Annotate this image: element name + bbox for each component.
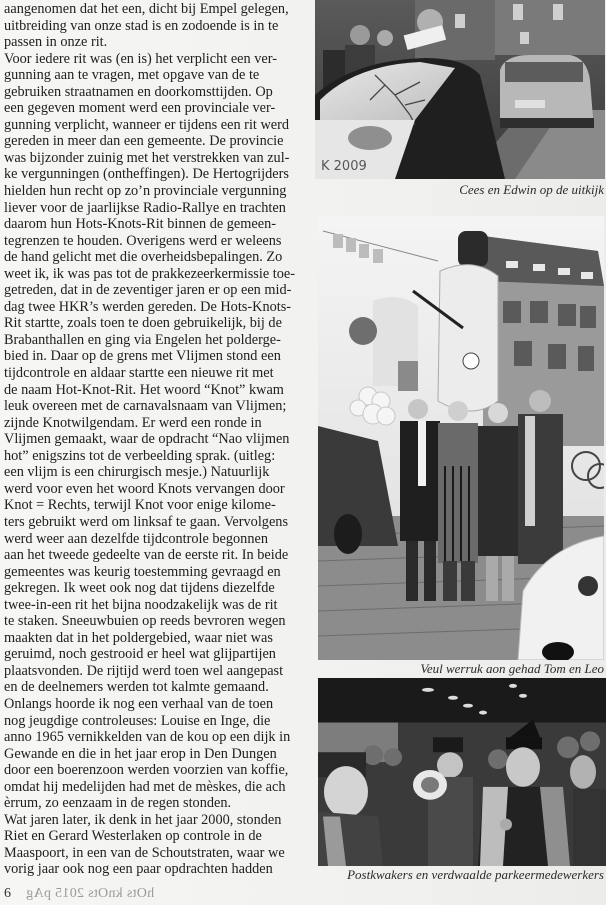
article-line-text: Onlangs hoorde ik nog een verhaal van de toen bbox=[4, 695, 274, 712]
article-line bbox=[4, 133, 308, 150]
article-line bbox=[4, 431, 308, 448]
article-line bbox=[4, 729, 308, 746]
article-line-text: ters gebruikt werd om linksaf te gaan. Vervolgens bbox=[4, 513, 289, 530]
article-line bbox=[4, 481, 308, 498]
article-line-text: hielden hun recht op zo’n provinciale vergunning bbox=[4, 183, 287, 200]
article-line bbox=[4, 564, 308, 581]
article-line bbox=[4, 249, 308, 266]
article-line-text: aan het tweede gedeelte van de eerste rit. In beide bbox=[4, 547, 289, 564]
article-line-text: gemeentes was keurig toestemming gevraagd en bbox=[4, 563, 281, 580]
article-line-text: de hand gelicht met die overheidsbepalingen. Zo bbox=[4, 249, 283, 266]
magazine-logo: hOts knOts 2015 pAg bbox=[26, 886, 155, 901]
article-line bbox=[4, 464, 308, 481]
article-line-text: Rit startte, zoals toen te doen gebruikelijk, bij de bbox=[4, 315, 282, 332]
article-line-text: gebruiken straatnamen en doorkomsttijden. Op bbox=[4, 83, 273, 100]
article-line bbox=[4, 812, 308, 829]
article-line bbox=[4, 762, 308, 779]
article-line bbox=[4, 630, 308, 647]
article-line bbox=[4, 746, 308, 763]
article-line-text: uitbreiding van onze stad is en zodoende is in te bbox=[4, 17, 279, 34]
article-line bbox=[4, 67, 308, 84]
article-line-text: dag twee HKR’s werden gereden. De Hots-Knots- bbox=[4, 298, 292, 315]
article-line bbox=[4, 348, 308, 365]
article-line-text: gereden in meer dan een gemeente. De provincie bbox=[4, 133, 284, 150]
photo-caption: Veul werruk aon gehad Tom en Leo bbox=[420, 661, 604, 676]
article-line-text: anno 1965 vernikkelden van de kou op een dijk in bbox=[4, 729, 291, 746]
article-line bbox=[4, 315, 308, 332]
article-line-text: vorig jaar ook nog een paar opdrachten hadden bbox=[4, 861, 273, 878]
article-line-text: werd voor even het woord Knots vervangen door bbox=[4, 480, 285, 497]
article-line bbox=[4, 100, 308, 117]
article-line-text: was bijzonder zuinig met het verstrekken van zul- bbox=[4, 149, 290, 166]
article-column bbox=[4, 1, 308, 878]
photo-float-group bbox=[318, 216, 604, 660]
page-number: 6 bbox=[4, 886, 11, 901]
article-line bbox=[4, 200, 308, 217]
photo-caption: Cees en Edwin op de uitkijk bbox=[459, 182, 604, 197]
article-line bbox=[4, 828, 308, 845]
article-line bbox=[4, 531, 308, 548]
article-line bbox=[4, 861, 308, 878]
article-line-text: gunning aan te vragen, met opgave van de te bbox=[4, 67, 260, 84]
article-line-text: èrrum, zo eenzaam in de regen stonden. bbox=[4, 795, 232, 812]
article-line bbox=[4, 613, 308, 630]
article-line-text: Maaspoort, in een van de Schoutstraten, waar we bbox=[4, 844, 285, 861]
article-line-text: nog jeugdige controleuses: Louise en Inge, die bbox=[4, 712, 271, 729]
photo-indoor-crowd bbox=[318, 678, 606, 866]
article-line bbox=[4, 696, 308, 713]
article-line-text: leuk overeen met de carnavalsnaam van Vlijmen; bbox=[4, 398, 287, 415]
article-line-text: twee-in-een rit het bijna noodzakelijk was de rit bbox=[4, 596, 278, 613]
article-line-text: liever voor de jaarlijkse Radio-Rallye en trachten bbox=[4, 199, 286, 216]
article-line-text: gekregen. Ik weet ook nog dat tijdens diezelfde bbox=[4, 580, 275, 597]
article-line bbox=[4, 282, 308, 299]
article-line-text: ke vergunningen (ontheffingen). De Hertogrijders bbox=[4, 166, 289, 183]
article-line bbox=[4, 34, 308, 51]
photo-caption: Postkwakers en verdwaalde parkeermedewerkers bbox=[347, 867, 604, 882]
article-line bbox=[4, 150, 308, 167]
article-line-text: aangenomen dat het een, dicht bij Empel gelegen, bbox=[4, 1, 289, 17]
article-line-text: tijdcontrole en aldaar startte een nieuwe rit met bbox=[4, 365, 274, 382]
article-line bbox=[4, 646, 308, 663]
article-line bbox=[4, 497, 308, 514]
article-line-text: zijnde Knotwilgendam. Er werd een ronde in bbox=[4, 414, 262, 431]
article-line-text: Voor iedere rit was (en is) het verplicht een ver- bbox=[4, 50, 277, 67]
article-line-text: Gewande en die in het jaar erop in Den Dungen bbox=[4, 745, 277, 762]
article-line bbox=[4, 365, 308, 382]
article-line-text: Knot = Rechts, terwijl Knot voor enige kilome- bbox=[4, 497, 276, 514]
article-line-text: weet ik, ik was pas tot de prakkezeerkermissie toe- bbox=[4, 265, 295, 282]
article-line bbox=[4, 233, 308, 250]
article-line-text: en de deelnemers werden tot kalmte gemaand. bbox=[4, 679, 269, 696]
article-line-text: omdat hij medelijden had met de mèskes, die ach bbox=[4, 778, 286, 795]
article-line bbox=[4, 448, 308, 465]
article-line bbox=[4, 117, 308, 134]
article-line-text: tegrenzen te houden. Overigens werd er weleens bbox=[4, 232, 282, 249]
article-line bbox=[4, 713, 308, 730]
article-line-text: daarom hun Hots-Knots-Rit binnen de gemeen- bbox=[4, 216, 276, 233]
article-line bbox=[4, 779, 308, 796]
article-line bbox=[4, 580, 308, 597]
car-sign-text: K 2009 bbox=[321, 159, 367, 174]
article-line bbox=[4, 51, 308, 68]
article-line-text: een vlijm is een chirurgisch mesje.) Natuurlijk bbox=[4, 464, 270, 481]
article-line-text: door een boerenzoon werden voorzien van koffie, bbox=[4, 762, 289, 779]
article-line bbox=[4, 845, 308, 862]
article-line-text: Wat jaren later, ik denk in het jaar 2000, stonden bbox=[4, 811, 282, 828]
article-line bbox=[4, 266, 308, 283]
article-line bbox=[4, 415, 308, 432]
article-line bbox=[4, 84, 308, 101]
article-line-text: gunning verplicht, wanneer er tijdens een rit werd bbox=[4, 116, 290, 133]
article-line-text: te staken. Sneeuwbuien op reeds bevroren wegen bbox=[4, 613, 286, 630]
article-line bbox=[4, 299, 308, 316]
article-line-text: hot” enigszins tot de verbeelding sprak. (uitleg: bbox=[4, 447, 276, 464]
article-line bbox=[4, 679, 308, 696]
photo-car-lookout bbox=[315, 0, 605, 179]
article-line bbox=[4, 1, 308, 18]
article-line bbox=[4, 795, 308, 812]
article-line bbox=[4, 216, 308, 233]
article-line-text: de naam Hot-Knot-Rit. Het woord “Knot” kwam bbox=[4, 381, 284, 398]
article-line bbox=[4, 382, 308, 399]
article-line bbox=[4, 597, 308, 614]
article-line-text: Riet en Gerard Westerlaken op controle in de bbox=[4, 828, 262, 845]
article-line bbox=[4, 398, 308, 415]
article-line-text: passen in onze rit. bbox=[4, 34, 108, 51]
article-line bbox=[4, 166, 308, 183]
page-footer bbox=[4, 886, 304, 902]
article-line-text: plaatsvonden. De rijtijd werd toen wel aangepast bbox=[4, 662, 284, 679]
article-line-text: bied in. Daar op de grens met Vlijmen stond een bbox=[4, 348, 281, 365]
article-line bbox=[4, 183, 308, 200]
article-line bbox=[4, 547, 308, 564]
article-line-text: werd weer aan dezelfde tijdcontrole begonnen bbox=[4, 530, 268, 547]
article-line-text: getreden, dat in de zeventiger jaren er op een mid- bbox=[4, 282, 292, 299]
article-line bbox=[4, 332, 308, 349]
article-line-text: een gegeven moment werd een provinciale ver- bbox=[4, 100, 276, 117]
article-line-text: maakten dat in het poldergebied, waar niet was bbox=[4, 629, 273, 646]
article-line bbox=[4, 18, 308, 35]
article-line-text: Brabanthallen en ging via Engelen het polderge- bbox=[4, 331, 281, 348]
article-line bbox=[4, 514, 308, 531]
article-line-text: Vlijmen gemaakt, waar de opdracht “Nao vlijmen bbox=[4, 431, 290, 448]
article-line-text: geruimd, noch gestrooid er heel wat glijpartijen bbox=[4, 646, 276, 663]
article-line bbox=[4, 663, 308, 680]
